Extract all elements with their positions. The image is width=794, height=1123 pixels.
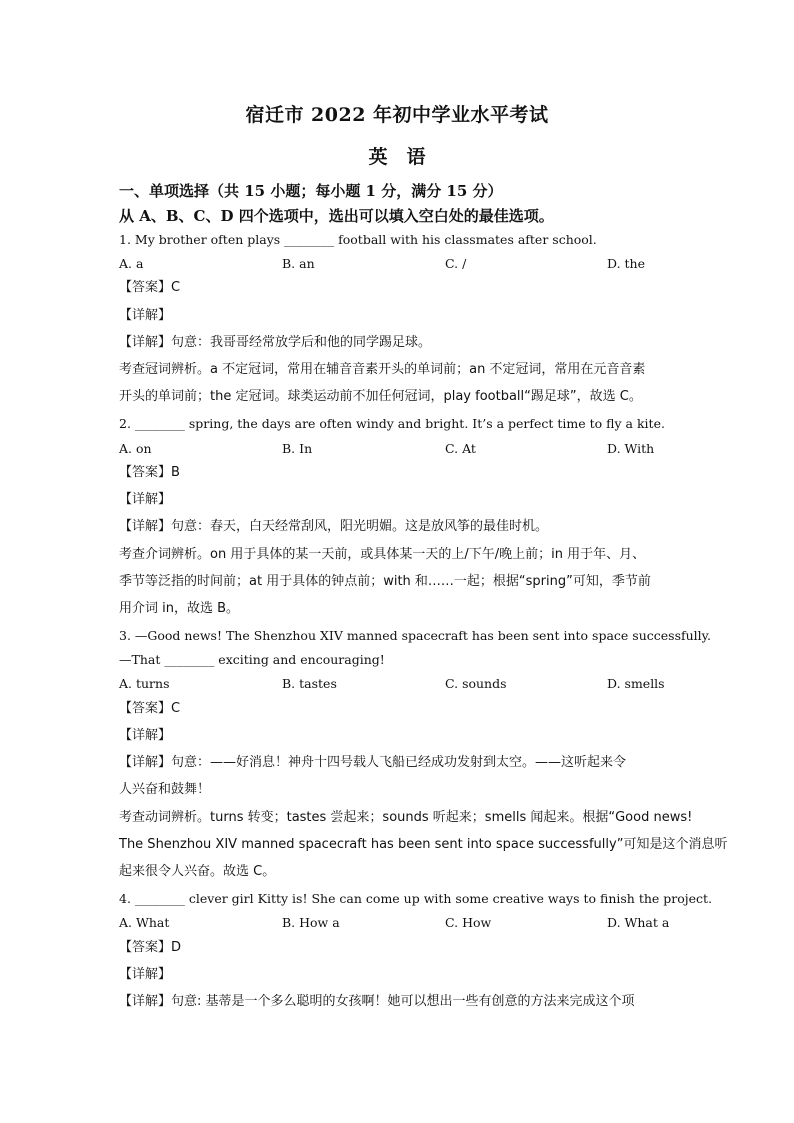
page-title: 宿迁市 2022 年初中学业水平考试 bbox=[245, 104, 549, 126]
question-3-explanation-line: 起来很令人兴奋。故选 C。 bbox=[119, 864, 276, 879]
question-2-explanation-line: 考查介词辨析。on 用于具体的某一天前，或具体某一天的上/下午/晚上前；in 用于年、月、 bbox=[119, 547, 646, 562]
question-1-explanation-line: 考查冠词辨析。a 不定冠词，常用在辅音音素开头的单词前；an 不定冠词，常用在元音音素 bbox=[119, 362, 646, 377]
question-2-option-d: D. With bbox=[607, 441, 655, 456]
question-1-option-c: C. / bbox=[445, 256, 467, 271]
question-3-stem-reply: —That ________ exciting and encouraging! bbox=[119, 652, 385, 667]
section-heading: 一、单项选择（共 15 小题；每小题 1 分，满分 15 分） bbox=[119, 182, 503, 200]
question-3-option-c: C. sounds bbox=[445, 676, 507, 691]
question-2-stem: 2. ________ spring, the days are often windy and bright. It’s a perfect time to fly a kite. bbox=[119, 416, 665, 431]
question-3-explanation-line: 【详解】句意：——好消息！神舟十四号载人飞船已经成功发射到太空。——这听起来令 bbox=[119, 755, 627, 770]
question-4-option-a: A. What bbox=[119, 915, 170, 930]
question-1-explanation-line: 【详解】句意：我哥哥经常放学后和他的同学踢足球。 bbox=[119, 335, 432, 350]
question-2-explanation-line: 【详解】句意：春天，白天经常刮风，阳光明媚。这是放风筝的最佳时机。 bbox=[119, 519, 549, 534]
question-4-answer: 【答案】D bbox=[119, 940, 182, 955]
question-3-stem: 3. —Good news! The Shenzhou XIV manned spacecraft has been sent into space successfully. bbox=[119, 628, 712, 643]
question-1-option-a: A. a bbox=[119, 256, 144, 271]
question-1-explanation-line: 开头的单词前；the 定冠词。球类运动前不加任何冠词，play football“踢足球”，故选 C。 bbox=[119, 389, 642, 404]
section-instruction: 从 A、B、C、D 四个选项中，选出可以填入空白处的最佳选项。 bbox=[119, 207, 554, 225]
question-2-explanation-line: 用介词 in，故选 B。 bbox=[119, 601, 240, 616]
question-3-explanation-line: The Shenzhou XIV manned spacecraft has been sent into space successfully”可知是这个消息听 bbox=[119, 837, 728, 852]
question-1-answer: 【答案】C bbox=[119, 280, 181, 295]
question-1-detail-label: 【详解】 bbox=[119, 308, 172, 323]
question-4-option-c: C. How bbox=[445, 915, 492, 930]
question-4-option-d: D. What a bbox=[607, 915, 670, 930]
question-3-option-d: D. smells bbox=[607, 676, 665, 691]
question-2-option-a: A. on bbox=[119, 441, 152, 456]
question-2-explanation-line: 季节等泛指的时间前；at 用于具体的钟点前；with 和……一起；根据“spring”可知，季节前 bbox=[119, 574, 651, 589]
question-4-stem: 4. ________ clever girl Kitty is! She can come up with some creative ways to finish the project. bbox=[119, 891, 713, 906]
question-3-detail-label: 【详解】 bbox=[119, 728, 172, 743]
question-4-explanation-line: 【详解】句意: 基蒂是一个多么聪明的女孩啊！她可以想出一些有创意的方法来完成这个项 bbox=[119, 994, 635, 1009]
question-3-answer: 【答案】C bbox=[119, 701, 181, 716]
question-2-option-c: C. At bbox=[445, 441, 476, 456]
question-3-option-b: B. tastes bbox=[282, 676, 337, 691]
question-4-detail-label: 【详解】 bbox=[119, 967, 172, 982]
question-3-option-a: A. turns bbox=[119, 676, 170, 691]
question-2-detail-label: 【详解】 bbox=[119, 492, 172, 507]
question-3-explanation-line: 人兴奋和鼓舞！ bbox=[119, 782, 211, 797]
question-3-explanation-line: 考查动词辨析。turns 转变；tastes 尝起来；sounds 听起来；smells 闻起来。根据“Good news! bbox=[119, 810, 693, 825]
question-2-option-b: B. In bbox=[282, 441, 313, 456]
question-1-stem: 1. My brother often plays ________ football with his classmates after school. bbox=[119, 232, 597, 247]
subject-title: 英 语 bbox=[368, 146, 426, 168]
question-2-answer: 【答案】B bbox=[119, 465, 180, 480]
question-1-option-d: D. the bbox=[607, 256, 645, 271]
question-1-option-b: B. an bbox=[282, 256, 315, 271]
question-4-option-b: B. How a bbox=[282, 915, 340, 930]
